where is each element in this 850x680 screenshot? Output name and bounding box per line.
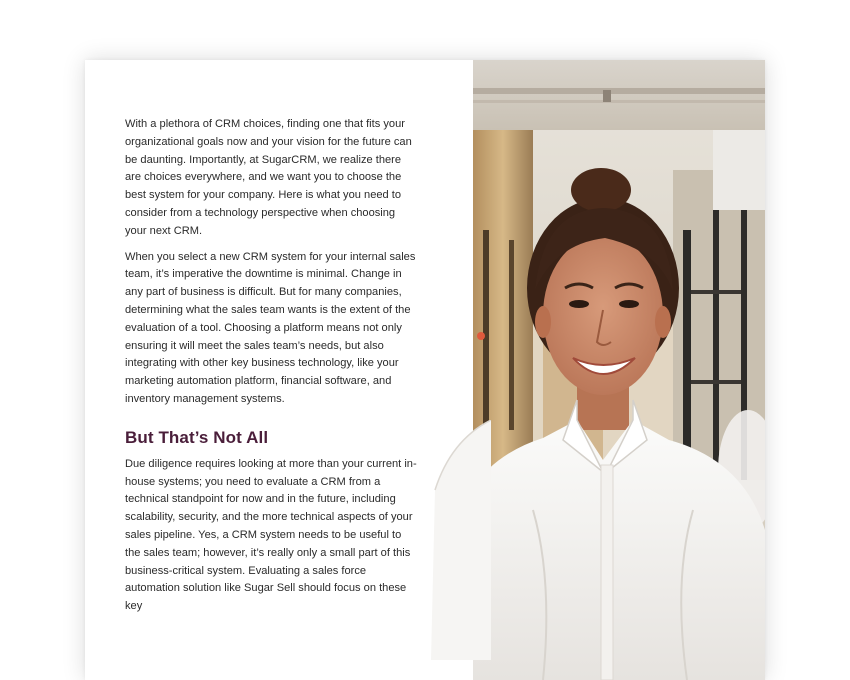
- document-page: [85, 60, 765, 680]
- intro-paragraph-2: When you select a new CRM system for your internal sales team, it’s imperative the downtime is minimal. Change in any part of business is difficult. But for many companies, determining what the sales team wants is the extent of the evaluation of a tool. Choosing a platform means not only ensuring it will meet the sales team’s needs, but also integrating with other key business technology, like your marketing automation platform, financial software, and inventory management systems.: [125, 250, 416, 405]
- section-paragraph: Due diligence requires looking at more than your current in-house systems; you need to evaluate a CRM from a technical standpoint for now and in the future, including scalability, security, and the more technical aspects of your sales pipeline. Yes, a CRM system needs to be useful to the sales team; however, it’s really only a small part of this business-critical system. Evaluating a sales force automation solution like Sugar Sell should focus on these key: [125, 457, 417, 613]
- intro-paragraph-1: With a plethora of CRM choices, finding one that fits your organizational goals now and your vision for the future can be daunting. Importantly, at SugarCRM, we realize there are choices everywhere, and we want you to choose the best system for your company. Here is what you need to consider from a technology perspective when choosing your next CRM.: [125, 118, 412, 237]
- shirt-shoulder-overflow: [431, 420, 491, 660]
- body-text-column: [125, 116, 417, 624]
- section-heading: But That’s Not All: [125, 427, 269, 447]
- woman-photo: [473, 60, 765, 680]
